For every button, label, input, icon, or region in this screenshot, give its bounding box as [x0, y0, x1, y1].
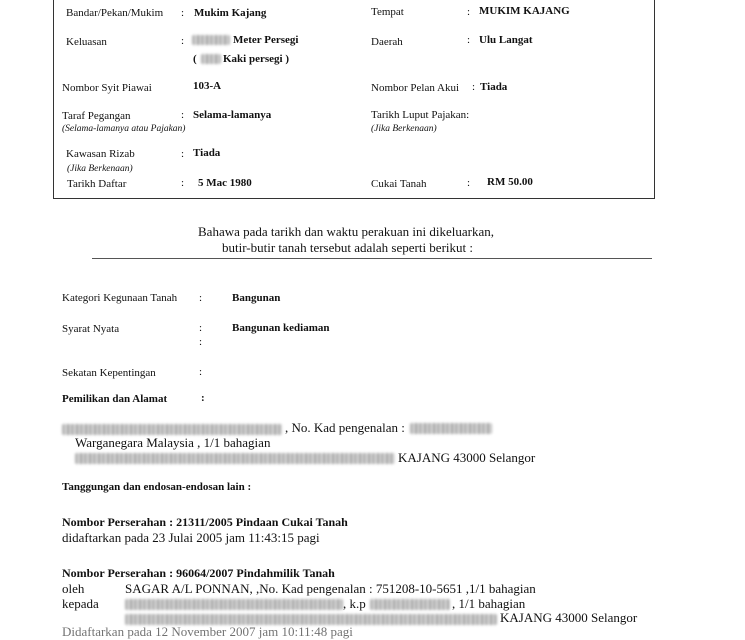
keluasan-unit-meter: Meter Persegi: [233, 34, 299, 46]
perserahan-2-oleh-value: SAGAR A/L PONNAN, ,No. Kad pengenalan : 751208-10-5651 ,1/1 bahagian: [125, 581, 536, 596]
redacted-recipient-ic: [370, 599, 450, 610]
kategori-value: Bangunan: [232, 292, 281, 304]
syarat-colon-2: :: [199, 336, 203, 348]
statement-divider: [92, 258, 652, 259]
perserahan-2-cut-line: Didaftarkan pada 12 November 2007 jam 10:11:48 pagi: [62, 624, 353, 639]
perserahan-2-oleh-label: oleh: [62, 581, 85, 596]
kategori-colon: :: [199, 292, 203, 304]
perserahan-2-title: Nombor Perserahan : 96064/2007 Pindahmilik Tanah: [62, 566, 335, 580]
redacted-area-value: [192, 35, 230, 45]
redacted-owner-ic: [410, 423, 492, 434]
syarat-value: Bangunan kediaman: [232, 322, 330, 334]
perserahan-1-title: Nombor Perserahan : 21311/2005 Pindaan Cukai Tanah: [62, 515, 348, 529]
keluasan-paren-open: (: [193, 53, 197, 65]
bandar-label: Bandar/Pekan/Mukim: [66, 7, 164, 19]
cukai-colon: :: [467, 177, 471, 189]
kategori-label: Kategori Kegunaan Tanah: [62, 292, 178, 304]
taraf-sub: (Selama-lamanya atau Pajakan): [62, 124, 186, 134]
rizab-value: Tiada: [193, 147, 221, 159]
rizab-colon: :: [181, 148, 185, 160]
syit-label: Nombor Syit Piawai: [62, 82, 152, 94]
perserahan-2-share: , 1/1 bahagian: [452, 596, 526, 611]
tempat-value: MUKIM KAJANG: [479, 5, 570, 17]
bandar-value: Mukim Kajang: [194, 7, 267, 19]
syit-value: 103-A: [193, 80, 222, 92]
taraf-label: Taraf Pegangan: [62, 110, 131, 122]
rizab-label: Kawasan Rizab: [66, 148, 135, 160]
redacted-area-sqft: [201, 54, 221, 64]
redacted-recipient-name: [125, 599, 343, 610]
bandar-colon: :: [181, 7, 185, 19]
statement-line-1: Bahawa pada tarikh dan waktu perakuan ini dikeluarkan,: [198, 224, 494, 239]
keluasan-label: Keluasan: [66, 36, 107, 48]
perserahan-2-kp: , k.p: [343, 596, 366, 611]
syarat-label: Syarat Nyata: [62, 323, 120, 335]
daerah-colon: :: [467, 34, 471, 46]
header-frame: [53, 0, 655, 199]
pemilikan-colon: :: [201, 392, 205, 404]
rizab-sub: (Jika Berkenaan): [67, 164, 133, 174]
statement-line-2: butir-butir tanah tersebut adalah seperti berikut :: [222, 240, 473, 255]
luput-sub: (Jika Berkenaan): [371, 124, 437, 134]
pelan-value: Tiada: [480, 81, 508, 93]
pelan-colon: :: [472, 81, 476, 93]
daftar-value: 5 Mac 1980: [198, 177, 252, 189]
owner-ic-text: , No. Kad pengenalan :: [285, 420, 405, 435]
taraf-value: Selama-lamanya: [193, 109, 272, 121]
tempat-colon: :: [467, 6, 471, 18]
keluasan-unit-kaki: Kaki persegi ): [223, 53, 289, 65]
redacted-owner-address: [75, 453, 395, 464]
daerah-label: Daerah: [371, 36, 403, 48]
owner-citizen: Warganegara Malaysia , 1/1 bahagian: [75, 435, 271, 450]
tempat-label: Tempat: [371, 6, 404, 18]
pelan-label: Nombor Pelan Akui: [371, 82, 459, 94]
sekatan-label: Sekatan Kepentingan: [62, 367, 156, 379]
daerah-value: Ulu Langat: [479, 34, 533, 46]
daftar-label: Tarikh Daftar: [67, 178, 127, 190]
cukai-label: Cukai Tanah: [371, 178, 427, 190]
taraf-colon: :: [181, 109, 185, 121]
perserahan-2-address-end: KAJANG 43000 Selangor: [500, 610, 638, 625]
pemilikan-label: Pemilikan dan Alamat: [62, 393, 168, 405]
perserahan-2-kepada-label: kepada: [62, 596, 99, 611]
owner-address-end: KAJANG 43000 Selangor: [398, 450, 536, 465]
sekatan-colon: :: [199, 366, 203, 378]
luput-label: Tarikh Luput Pajakan:: [371, 109, 470, 121]
tanggungan-label: Tanggungan dan endosan-endosan lain :: [62, 481, 252, 493]
perserahan-1-line: didaftarkan pada 23 Julai 2005 jam 11:43:15 pagi: [62, 530, 320, 545]
syarat-colon-1: :: [199, 322, 203, 334]
daftar-colon: :: [181, 177, 185, 189]
redacted-owner-name: [62, 424, 282, 435]
keluasan-colon: :: [181, 35, 185, 47]
cukai-value: RM 50.00: [487, 176, 533, 188]
